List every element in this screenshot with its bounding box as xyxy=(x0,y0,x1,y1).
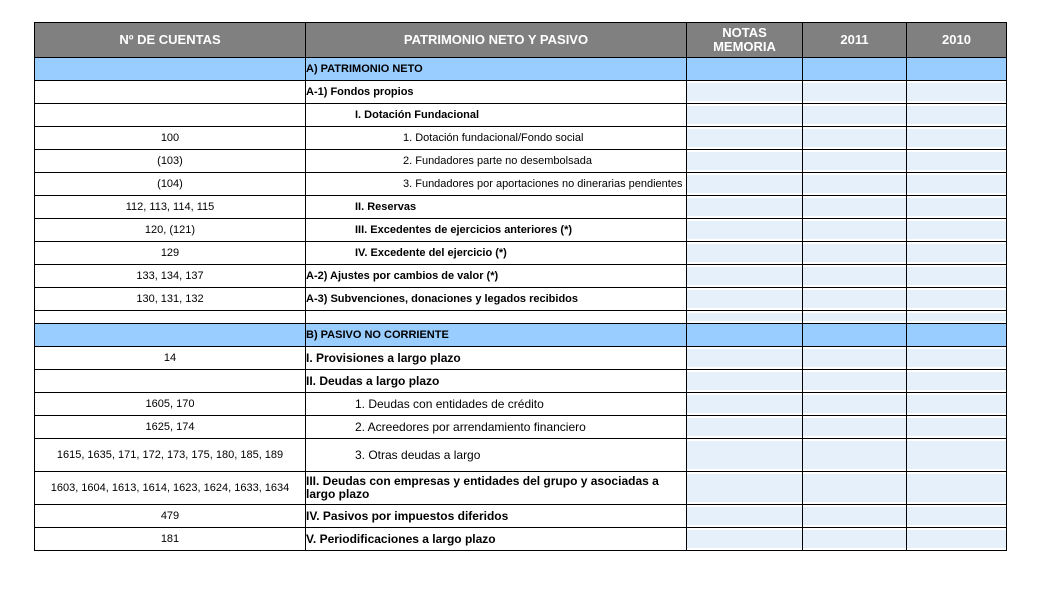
year-2011-input-cell[interactable] xyxy=(803,528,907,551)
year-2011-input-cell[interactable] xyxy=(803,370,907,393)
notes-input-cell[interactable] xyxy=(687,347,803,370)
notes-input-cell[interactable] xyxy=(687,81,803,104)
account-number-cell: 1603, 1604, 1613, 1614, 1623, 1624, 1633, 1634 xyxy=(35,472,306,505)
line-item-label: 3. Otras deudas a largo xyxy=(306,439,687,472)
input-field[interactable] xyxy=(803,507,906,525)
account-number-cell: 130, 131, 132 xyxy=(35,288,306,311)
year-2010-input-cell[interactable] xyxy=(907,219,1007,242)
account-number-cell: 1605, 170 xyxy=(35,393,306,416)
table-row xyxy=(35,472,1007,505)
table-row xyxy=(35,288,1007,311)
line-item-label xyxy=(306,311,687,324)
notes-input-cell[interactable] xyxy=(687,219,803,242)
table-row xyxy=(35,505,1007,528)
input-field[interactable] xyxy=(803,60,906,78)
year-2011-input-cell[interactable] xyxy=(803,347,907,370)
year-2010-input-cell[interactable] xyxy=(907,370,1007,393)
header-notes-line2: MEMORIA xyxy=(713,39,776,54)
year-2010-input-cell[interactable] xyxy=(907,104,1007,127)
account-number-cell: 1625, 174 xyxy=(35,416,306,439)
table-row xyxy=(35,416,1007,439)
notes-input-cell[interactable] xyxy=(687,370,803,393)
year-2010-input-cell[interactable] xyxy=(907,173,1007,196)
header-year-2010: 2010 xyxy=(907,23,1007,58)
year-2010-input-cell[interactable] xyxy=(907,81,1007,104)
line-item-label: I. Provisiones a largo plazo xyxy=(306,347,687,370)
notes-input-cell[interactable] xyxy=(687,196,803,219)
account-number-cell xyxy=(35,81,306,104)
line-item-label: IV. Pasivos por impuestos diferidos xyxy=(306,505,687,528)
input-field[interactable] xyxy=(803,530,906,548)
input-field[interactable] xyxy=(687,395,802,413)
header-equity-liabilities: PATRIMONIO NETO Y PASIVO xyxy=(306,23,687,58)
table-row xyxy=(35,393,1007,416)
table-row xyxy=(35,173,1007,196)
header-year-2011: 2011 xyxy=(803,23,907,58)
account-number-cell xyxy=(35,324,306,347)
year-2010-input-cell[interactable] xyxy=(907,528,1007,551)
notes-input-cell[interactable] xyxy=(687,416,803,439)
input-field[interactable] xyxy=(907,349,1006,367)
table-row xyxy=(35,265,1007,288)
input-field[interactable] xyxy=(907,441,1006,469)
line-item-label: 1. Dotación fundacional/Fondo social xyxy=(306,127,687,150)
notes-input-cell[interactable] xyxy=(687,150,803,173)
line-item-label: 2. Acreedores por arrendamiento financiero xyxy=(306,416,687,439)
input-field[interactable] xyxy=(803,175,906,193)
input-field[interactable] xyxy=(687,349,802,367)
notes-input-cell[interactable] xyxy=(687,472,803,505)
notes-input-cell[interactable] xyxy=(687,528,803,551)
notes-input-cell[interactable] xyxy=(687,393,803,416)
input-field[interactable] xyxy=(907,530,1006,548)
input-field[interactable] xyxy=(687,530,802,548)
input-field[interactable] xyxy=(687,507,802,525)
year-2010-input-cell[interactable] xyxy=(907,324,1007,347)
year-2011-input-cell[interactable] xyxy=(803,104,907,127)
table-row xyxy=(35,196,1007,219)
input-field[interactable] xyxy=(687,244,802,262)
year-2011-input-cell[interactable] xyxy=(803,505,907,528)
line-item-label: V. Periodificaciones a largo plazo xyxy=(306,528,687,551)
account-number-cell: 1615, 1635, 171, 172, 173, 175, 180, 185, 189 xyxy=(35,439,306,472)
account-number-cell: 133, 134, 137 xyxy=(35,265,306,288)
notes-input-cell[interactable] xyxy=(687,505,803,528)
input-field[interactable] xyxy=(907,313,1006,321)
table-body xyxy=(35,58,1007,551)
input-field[interactable] xyxy=(687,418,802,436)
table-row xyxy=(35,242,1007,265)
year-2011-input-cell[interactable] xyxy=(803,311,907,324)
year-2010-input-cell[interactable] xyxy=(907,150,1007,173)
year-2011-input-cell[interactable] xyxy=(803,439,907,472)
year-2010-input-cell[interactable] xyxy=(907,58,1007,81)
input-field[interactable] xyxy=(803,349,906,367)
year-2010-input-cell[interactable] xyxy=(907,196,1007,219)
table-row xyxy=(35,370,1007,393)
year-2010-input-cell[interactable] xyxy=(907,242,1007,265)
year-2010-input-cell[interactable] xyxy=(907,393,1007,416)
input-field[interactable] xyxy=(803,244,906,262)
account-number-cell: 100 xyxy=(35,127,306,150)
account-number-cell: 479 xyxy=(35,505,306,528)
input-field[interactable] xyxy=(907,290,1006,308)
account-number-cell: (103) xyxy=(35,150,306,173)
table-row xyxy=(35,127,1007,150)
input-field[interactable] xyxy=(687,60,802,78)
input-field[interactable] xyxy=(803,474,906,502)
account-number-cell xyxy=(35,104,306,127)
year-2011-input-cell[interactable] xyxy=(803,150,907,173)
input-field[interactable] xyxy=(687,267,802,285)
input-field[interactable] xyxy=(803,441,906,469)
spacer-row xyxy=(35,311,1007,324)
notes-input-cell[interactable] xyxy=(687,311,803,324)
year-2011-input-cell[interactable] xyxy=(803,242,907,265)
input-field[interactable] xyxy=(687,372,802,390)
table-row xyxy=(35,219,1007,242)
notes-input-cell[interactable] xyxy=(687,242,803,265)
notes-input-cell[interactable] xyxy=(687,58,803,81)
year-2010-input-cell[interactable] xyxy=(907,265,1007,288)
year-2010-input-cell[interactable] xyxy=(907,311,1007,324)
input-field[interactable] xyxy=(687,83,802,101)
input-field[interactable] xyxy=(803,152,906,170)
year-2010-input-cell[interactable] xyxy=(907,439,1007,472)
account-number-cell xyxy=(35,58,306,81)
year-2010-input-cell[interactable] xyxy=(907,347,1007,370)
notes-input-cell[interactable] xyxy=(687,104,803,127)
account-number-cell: 181 xyxy=(35,528,306,551)
input-field[interactable] xyxy=(907,221,1006,239)
year-2010-input-cell[interactable] xyxy=(907,416,1007,439)
line-item-label: B) PASIVO NO CORRIENTE xyxy=(306,324,687,347)
input-field[interactable] xyxy=(907,244,1006,262)
line-item-label: 1. Deudas con entidades de crédito xyxy=(306,393,687,416)
header-notes xyxy=(687,23,803,58)
input-field[interactable] xyxy=(803,290,906,308)
year-2011-input-cell[interactable] xyxy=(803,416,907,439)
year-2011-input-cell[interactable] xyxy=(803,472,907,505)
line-item-label: II. Deudas a largo plazo xyxy=(306,370,687,393)
input-field[interactable] xyxy=(803,395,906,413)
line-item-label: IV. Excedente del ejercicio (*) xyxy=(306,242,687,265)
year-2011-input-cell[interactable] xyxy=(803,196,907,219)
input-field[interactable] xyxy=(803,418,906,436)
year-2010-input-cell[interactable] xyxy=(907,127,1007,150)
input-field[interactable] xyxy=(687,441,802,469)
input-field[interactable] xyxy=(687,221,802,239)
account-number-cell: 14 xyxy=(35,347,306,370)
input-field[interactable] xyxy=(687,129,802,147)
input-field[interactable] xyxy=(687,313,802,321)
input-field[interactable] xyxy=(907,372,1006,390)
year-2010-input-cell[interactable] xyxy=(907,472,1007,505)
header-notes-line1: NOTAS xyxy=(722,25,767,40)
year-2010-input-cell[interactable] xyxy=(907,505,1007,528)
input-field[interactable] xyxy=(687,175,802,193)
notes-input-cell[interactable] xyxy=(687,173,803,196)
year-2011-input-cell[interactable] xyxy=(803,173,907,196)
input-field[interactable] xyxy=(907,60,1006,78)
year-2011-input-cell[interactable] xyxy=(803,127,907,150)
year-2011-input-cell[interactable] xyxy=(803,393,907,416)
notes-input-cell[interactable] xyxy=(687,288,803,311)
year-2011-input-cell[interactable] xyxy=(803,288,907,311)
year-2011-input-cell[interactable] xyxy=(803,324,907,347)
notes-input-cell[interactable] xyxy=(687,265,803,288)
input-field[interactable] xyxy=(803,267,906,285)
header-accounts: Nº DE CUENTAS xyxy=(35,23,306,58)
input-field[interactable] xyxy=(803,129,906,147)
input-field[interactable] xyxy=(687,106,802,124)
input-field[interactable] xyxy=(687,474,802,502)
input-field[interactable] xyxy=(803,106,906,124)
input-field[interactable] xyxy=(907,198,1006,216)
input-field[interactable] xyxy=(803,221,906,239)
table-row xyxy=(35,81,1007,104)
input-field[interactable] xyxy=(687,326,802,344)
table-header xyxy=(35,23,1007,58)
line-item-label: 2. Fundadores parte no desembolsada xyxy=(306,150,687,173)
line-item-label: I. Dotación Fundacional xyxy=(306,104,687,127)
year-2011-input-cell[interactable] xyxy=(803,219,907,242)
input-field[interactable] xyxy=(803,326,906,344)
table-row xyxy=(35,347,1007,370)
account-number-cell: 120, (121) xyxy=(35,219,306,242)
notes-input-cell[interactable] xyxy=(687,324,803,347)
line-item-label: III. Excedentes de ejercicios anteriores (*) xyxy=(306,219,687,242)
line-item-label: A-2) Ajustes por cambios de valor (*) xyxy=(306,265,687,288)
line-item-label: 3. Fundadores por aportaciones no dinerarias pendientes xyxy=(306,173,687,196)
input-field[interactable] xyxy=(907,152,1006,170)
input-field[interactable] xyxy=(907,83,1006,101)
table-row xyxy=(35,528,1007,551)
year-2010-input-cell[interactable] xyxy=(907,288,1007,311)
account-number-cell: 129 xyxy=(35,242,306,265)
line-item-label: A) PATRIMONIO NETO xyxy=(306,58,687,81)
line-item-label: A-1) Fondos propios xyxy=(306,81,687,104)
account-number-cell: (104) xyxy=(35,173,306,196)
account-number-cell xyxy=(35,311,306,324)
input-field[interactable] xyxy=(907,418,1006,436)
notes-input-cell[interactable] xyxy=(687,127,803,150)
input-field[interactable] xyxy=(907,175,1006,193)
input-field[interactable] xyxy=(907,395,1006,413)
line-item-label: III. Deudas con empresas y entidades del grupo y asociadas a largo plazo xyxy=(306,472,687,505)
balance-sheet-table xyxy=(34,22,1007,551)
input-field[interactable] xyxy=(907,326,1006,344)
input-field[interactable] xyxy=(803,372,906,390)
account-number-cell xyxy=(35,370,306,393)
input-field[interactable] xyxy=(907,507,1006,525)
year-2011-input-cell[interactable] xyxy=(803,265,907,288)
line-item-label: II. Reservas xyxy=(306,196,687,219)
input-field[interactable] xyxy=(803,83,906,101)
table-row xyxy=(35,150,1007,173)
notes-input-cell[interactable] xyxy=(687,439,803,472)
section-row xyxy=(35,324,1007,347)
year-2011-input-cell[interactable] xyxy=(803,58,907,81)
input-field[interactable] xyxy=(687,152,802,170)
table-row xyxy=(35,439,1007,472)
input-field[interactable] xyxy=(687,290,802,308)
input-field[interactable] xyxy=(907,267,1006,285)
line-item-label: A-3) Subvenciones, donaciones y legados recibidos xyxy=(306,288,687,311)
input-field[interactable] xyxy=(907,129,1006,147)
input-field[interactable] xyxy=(803,198,906,216)
account-number-cell: 112, 113, 114, 115 xyxy=(35,196,306,219)
table-row xyxy=(35,104,1007,127)
input-field[interactable] xyxy=(687,198,802,216)
year-2011-input-cell[interactable] xyxy=(803,81,907,104)
section-row xyxy=(35,58,1007,81)
input-field[interactable] xyxy=(907,474,1006,502)
input-field[interactable] xyxy=(803,313,906,321)
input-field[interactable] xyxy=(907,106,1006,124)
